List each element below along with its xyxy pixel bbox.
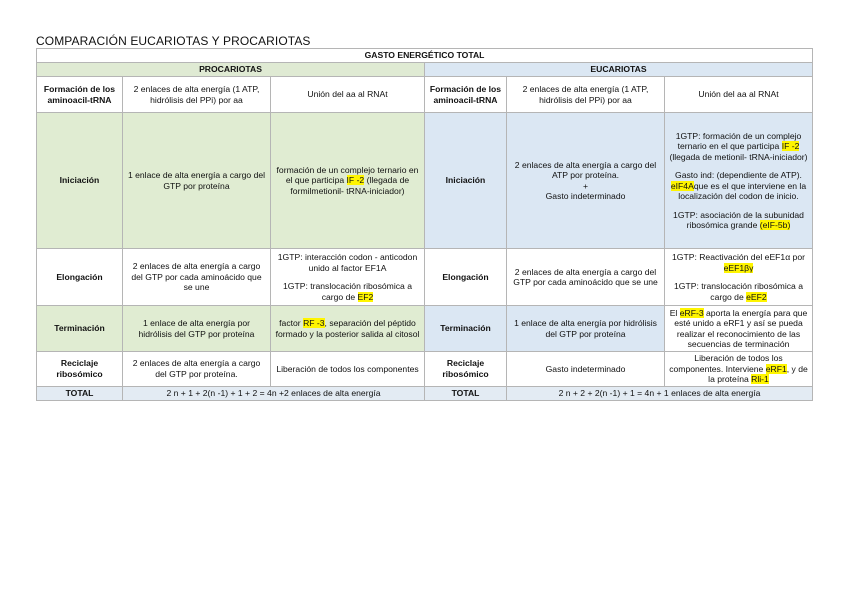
row-label-terminacion-euc: Terminación <box>425 306 507 352</box>
paragraph-gap <box>274 273 421 281</box>
paragraph-gap <box>668 273 809 281</box>
cell-formacion-euc-enlaces: 2 enlaces de alta energía (1 ATP, hidrólisis del PPi) por aa <box>507 77 665 113</box>
row-label-terminacion-pro: Terminación <box>37 306 123 352</box>
row-label-iniciacion-pro: Iniciación <box>37 113 123 249</box>
cell-formacion-euc-union: Unión del aa al RNAt <box>665 77 813 113</box>
text-segment: , y de la proteína <box>708 363 808 384</box>
cell-elongacion-euc-desc <box>665 249 813 306</box>
table-header-row <box>37 49 813 63</box>
group-header-procariotas: PROCARIOTAS <box>37 63 425 77</box>
text-segment: que es el que interviene en la localización del codon de inicio. <box>678 180 807 201</box>
cell-elongacion-pro-gasto: 2 enlaces de alta energía a cargo del GTP por cada aminoácido que se une <box>123 249 271 306</box>
row-label-total-euc: TOTAL <box>425 386 507 400</box>
table-row <box>37 113 813 249</box>
paragraph <box>668 170 809 202</box>
table-row <box>37 352 813 387</box>
row-label-formacion-pro: Formación de los aminoacil-tRNA <box>37 77 123 113</box>
table-row <box>37 306 813 352</box>
cell-reciclaje-euc-gasto: Gasto indeterminado <box>507 352 665 387</box>
cell-iniciacion-euc-desc <box>665 113 813 249</box>
cell-reciclaje-pro-desc: Liberación de todos los componentes <box>271 352 425 387</box>
group-header-eucariotas: EUCARIOTAS <box>425 63 813 77</box>
highlight-erf3: eRF-3 <box>679 307 704 318</box>
text-segment: 1GTP: translocación ribosómica a cargo de <box>674 281 803 302</box>
cell-reciclaje-pro-gasto: 2 enlaces de alta energía a cargo del GTP por proteína. <box>123 352 271 387</box>
highlight-rli1: Rli-1 <box>751 374 769 384</box>
paragraph <box>668 281 809 302</box>
cell-terminacion-euc-gasto: 1 enlace de alta energía por hidrólisis del GTP por proteína <box>507 306 665 352</box>
text-segment: aporta la energía para que esté unido a eRF1 y así se pueda realizar el reconocimiento de las secuencias de terminación <box>674 307 808 349</box>
paragraph: 1GTP: interacción codon - anticodon unido al factor EF1A <box>277 252 418 273</box>
cell-terminacion-pro-gasto: 1 enlace de alta energía por hidrólisis del GTP por proteína <box>123 306 271 352</box>
text-line: Gasto indeterminado <box>545 191 626 201</box>
row-label-reciclaje-euc: Reciclaje ribosómico <box>425 352 507 387</box>
cell-total-pro: 2 n + 1 + 2(n -1) + 1 + 2 = 4n +2 enlaces de alta energía <box>123 386 425 400</box>
highlight-eef2: eEF2 <box>746 291 767 302</box>
text-segment: Gasto ind: (dependiente de ATP). <box>675 170 802 180</box>
highlight-rf3: RF -3 <box>303 318 325 328</box>
highlight-eif4a: eIF4A <box>670 180 694 191</box>
cell-terminacion-euc-desc <box>665 306 813 352</box>
row-label-elongacion-euc: Elongación <box>425 249 507 306</box>
text-segment: 1GTP: formación de un complejo ternario en el que participa <box>675 130 802 151</box>
text-segment: , separación del péptido formado y la posterior salida al citosol <box>275 318 420 339</box>
table-row <box>37 249 813 306</box>
row-label-formacion-euc: Formación de los aminoacil-tRNA <box>425 77 507 113</box>
cell-iniciacion-pro-gasto: 1 enlace de alta energía a cargo del GTP por proteína <box>123 113 271 249</box>
highlight-eef1bg: eEF1βγ <box>723 262 754 273</box>
text-segment: (llegada de metionil- tRNA-iniciador) <box>669 151 808 162</box>
document-title: COMPARACIÓN EUCARIOTAS Y PROCARIOTAS <box>36 34 311 48</box>
highlight-erf1: eRF1 <box>765 363 787 374</box>
table-header: GASTO ENERGÉTICO TOTAL <box>37 49 813 63</box>
text-segment: Liberación de todos los componentes. Interviene <box>669 353 783 374</box>
table-row <box>37 77 813 113</box>
cell-formacion-pro-enlaces: 2 enlaces de alta energía (1 ATP, hidrólisis del PPi) por aa <box>123 77 271 113</box>
paragraph <box>668 252 809 273</box>
comparison-table <box>36 48 813 401</box>
cell-iniciacion-pro-desc <box>271 113 425 249</box>
highlight-ef2: EF2 <box>357 291 374 302</box>
row-label-reciclaje-pro: Reciclaje ribosómico <box>37 352 123 387</box>
highlight-if2: IF -2 <box>346 175 365 186</box>
text-line: 2 enlaces de alta energía a cargo del ATP por proteína. <box>514 159 657 180</box>
group-header-row <box>37 63 813 77</box>
cell-elongacion-euc-gasto: 2 enlaces de alta energía a cargo del GTP por cada aminoácido que se une <box>507 249 665 306</box>
total-row <box>37 386 813 400</box>
highlight-eif5b: (eIF-5b) <box>759 220 791 230</box>
paragraph <box>668 131 809 163</box>
text-segment: (llegada de formilmetionil- tRNA-iniciador) <box>290 175 410 196</box>
text-segment: factor <box>279 318 304 328</box>
cell-elongacion-pro-desc <box>271 249 425 306</box>
text-segment: 1GTP: asociación de la subunidad ribosómica grande <box>673 209 804 230</box>
cell-total-euc: 2 n + 2 + 2(n -1) + 1 = 4n + 1 enlaces de alta energía <box>507 386 813 400</box>
highlight-if2: IF -2 <box>781 141 800 151</box>
text-line: + <box>582 180 589 191</box>
row-label-elongacion-pro: Elongación <box>37 249 123 306</box>
text-segment: El <box>669 307 680 318</box>
text-segment: 1GTP: translocación ribosómica a cargo de <box>283 281 412 302</box>
cell-formacion-pro-union: Unión del aa al RNAt <box>271 77 425 113</box>
paragraph <box>274 281 421 302</box>
text-segment: formación de un complejo ternario en el que participa <box>276 164 419 186</box>
row-label-total-pro: TOTAL <box>37 386 123 400</box>
cell-terminacion-pro-desc <box>271 306 425 352</box>
paragraph-gap <box>668 202 809 210</box>
row-label-iniciacion-euc: Iniciación <box>425 113 507 249</box>
text-segment: 1GTP: Reactivación del eEF1α por <box>672 252 805 262</box>
paragraph-gap <box>668 162 809 170</box>
paragraph <box>668 210 809 231</box>
cell-iniciacion-euc-gasto <box>507 113 665 249</box>
cell-reciclaje-euc-desc <box>665 352 813 387</box>
